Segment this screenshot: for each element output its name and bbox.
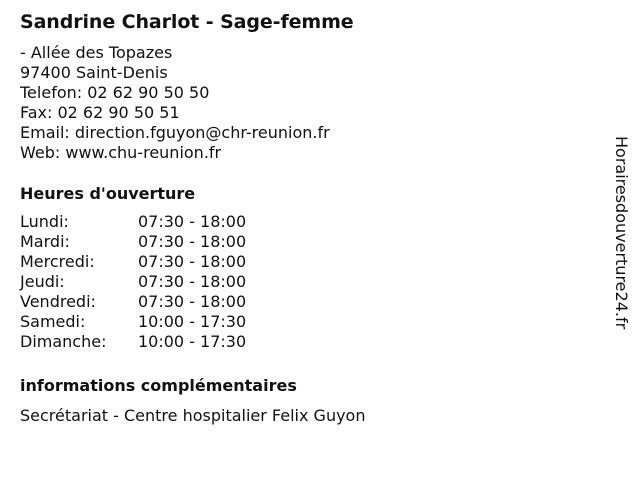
hours-day: Samedi: <box>20 312 86 331</box>
hours-row <box>20 252 590 272</box>
business-card <box>20 9 590 426</box>
hours-time: 10:00 - 17:30 <box>138 312 247 331</box>
hours-row <box>20 332 590 352</box>
hours-time: 07:30 - 18:00 <box>138 292 247 311</box>
fax-line: Fax: 02 62 90 50 51 <box>20 103 180 122</box>
address-street: - Allée des Topazes <box>20 43 173 62</box>
additional-info-heading: informations complémentaires <box>20 376 297 395</box>
hours-time: 07:30 - 18:00 <box>138 232 247 251</box>
hours-time: 07:30 - 18:00 <box>138 212 247 231</box>
hours-day: Mardi: <box>20 232 70 251</box>
hours-row <box>20 312 590 332</box>
email-line: Email: direction.fguyon@chr-reunion.fr <box>20 123 330 142</box>
hours-day: Dimanche: <box>20 332 107 351</box>
phone-line: Telefon: 02 62 90 50 50 <box>20 83 210 102</box>
opening-hours-table <box>20 212 590 352</box>
opening-hours-heading: Heures d'ouverture <box>20 184 196 203</box>
hours-row <box>20 232 590 252</box>
web-line: Web: www.chu-reunion.fr <box>20 143 222 162</box>
hours-time: 07:30 - 18:00 <box>138 252 247 271</box>
hours-row <box>20 212 590 232</box>
business-title: Sandrine Charlot - Sage-femme <box>20 11 354 33</box>
hours-day: Mercredi: <box>20 252 95 271</box>
hours-time: 10:00 - 17:30 <box>138 332 247 351</box>
address-city: 97400 Saint-Denis <box>20 63 168 82</box>
hours-day: Jeudi: <box>20 272 65 291</box>
hours-row <box>20 292 590 312</box>
hours-day: Lundi: <box>20 212 69 231</box>
hours-row <box>20 272 590 292</box>
additional-info-text: Secrétariat - Centre hospitalier Felix Guyon <box>20 406 366 425</box>
contact-block <box>20 43 590 163</box>
site-watermark: Horairesdouverture24.fr <box>612 136 631 330</box>
hours-time: 07:30 - 18:00 <box>138 272 247 291</box>
hours-day: Vendredi: <box>20 292 96 311</box>
